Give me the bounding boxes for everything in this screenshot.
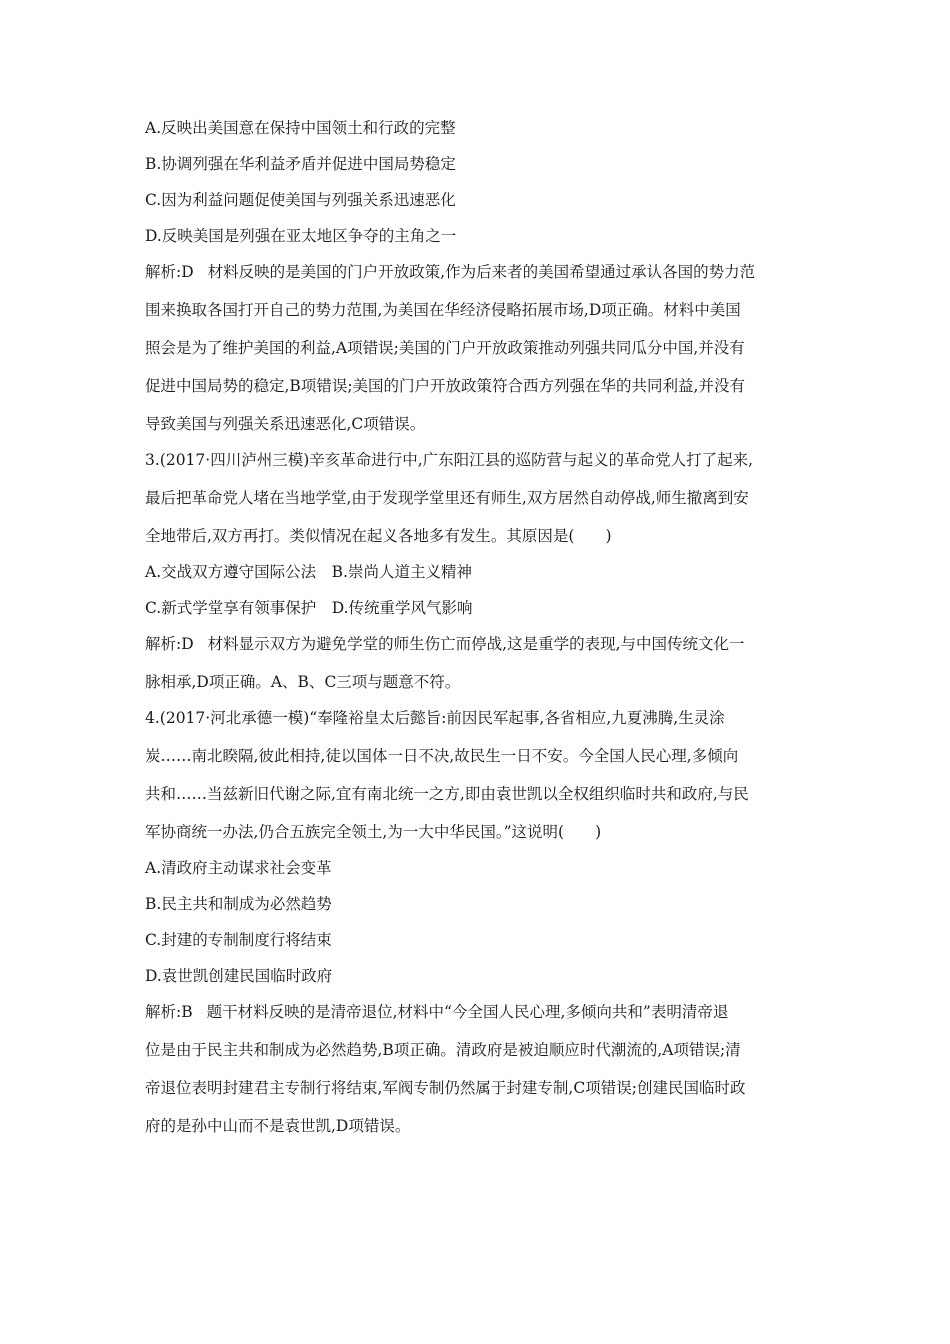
q2-analysis-line-1: 解析:D 材料反映的是美国的门户开放政策,作为后来者的美国希望通过承认各国的势力范 <box>145 263 756 281</box>
q4-analysis-line-3: 帝退位表明封建君主专制行将结束,军阀专制仍然属于封建专制,C项错误;创建民国临时政 <box>145 1079 746 1097</box>
q4-stem-line-2: 炭……南北睽隔,彼此相持,徒以国体一日不决,故民生一日不安。今全国人民心理,多倾向 <box>145 747 739 765</box>
q4-option-c: C.封建的专制制度行将结束 <box>145 931 332 949</box>
q4-option-b: B.民主共和制成为必然趋势 <box>145 895 332 913</box>
q3-stem-line-1: 3.(2017·四川泸州三模)辛亥革命进行中,广东阳江县的巡防营与起义的革命党人打了起来, <box>145 451 754 469</box>
q2-analysis-line-3: 照会是为了维护美国的利益,A项错误;美国的门户开放政策推动列强共同瓜分中国,并没有 <box>145 339 745 357</box>
q2-option-d: D.反映美国是列强在亚太地区争夺的主角之一 <box>145 227 457 245</box>
q2-analysis-line-5: 导致美国与列强关系迅速恶化,C项错误。 <box>145 415 426 433</box>
q4-analysis-line-2: 位是由于民主共和制成为必然趋势,B项正确。清政府是被迫顺应时代潮流的,A项错误;清 <box>145 1041 741 1059</box>
q2-option-a: A.反映出美国意在保持中国领土和行政的完整 <box>145 119 456 137</box>
q2-option-c: C.因为利益问题促使美国与列强关系迅速恶化 <box>145 191 456 209</box>
q3-stem-line-2: 最后把革命党人堵在当地学堂,由于发现学堂里还有师生,双方居然自动停战,师生撤离到安 <box>145 489 749 507</box>
document-page <box>145 118 817 1154</box>
q4-analysis-label: 解析:B <box>145 1003 193 1021</box>
q2-analysis-line-2: 围来换取各国打开自己的势力范围,为美国在华经济侵略拓展市场,D项正确。材料中美国 <box>145 301 741 319</box>
q2-option-b: B.协调列强在华利益矛盾并促进中国局势稳定 <box>145 155 456 173</box>
q4-analysis-line-1: 解析:B 题干材料反映的是清帝退位,材料中“今全国人民心理,多倾向共和”表明清帝退 <box>145 1003 729 1021</box>
q3-analysis-label: 解析:D <box>145 635 194 653</box>
q2-analysis-line-4: 促进中国局势的稳定,B项错误;美国的门户开放政策符合西方列强在华的共同利益,并没有 <box>145 377 745 395</box>
q3-analysis-line-2: 脉相承,D项正确。A、B、C三项与题意不符。 <box>145 673 461 691</box>
q3-options-cd: C.新式学堂享有领事保护 D.传统重学风气影响 <box>145 599 473 617</box>
q2-analysis-label: 解析:D <box>145 263 194 281</box>
q4-stem-line-4: 军协商统一办法,仍合五族完全领土,为一大中华民国。”这说明( ) <box>145 823 602 841</box>
q4-analysis-line-4: 府的是孙中山而不是袁世凯,D项错误。 <box>145 1117 411 1135</box>
q4-option-d: D.袁世凯创建民国临时政府 <box>145 967 333 985</box>
q4-stem-line-3: 共和……当兹新旧代谢之际,宜有南北统一之方,即由袁世凯以全权组织临时共和政府,与民 <box>145 785 749 803</box>
q3-options-ab: A.交战双方遵守国际公法 B.崇尚人道主义精神 <box>145 563 472 581</box>
q3-analysis-line-1: 解析:D 材料显示双方为避免学堂的师生伤亡而停战,这是重学的表现,与中国传统文化一 <box>145 635 745 653</box>
q4-option-a: A.清政府主动谋求社会变革 <box>145 859 332 877</box>
q4-stem-line-1: 4.(2017·河北承德一模)“奉隆裕皇太后懿旨:前因民军起事,各省相应,九夏沸腾,生灵涂 <box>145 709 725 727</box>
q3-stem-line-3: 全地带后,双方再打。类似情况在起义各地多有发生。其原因是( ) <box>145 527 612 545</box>
